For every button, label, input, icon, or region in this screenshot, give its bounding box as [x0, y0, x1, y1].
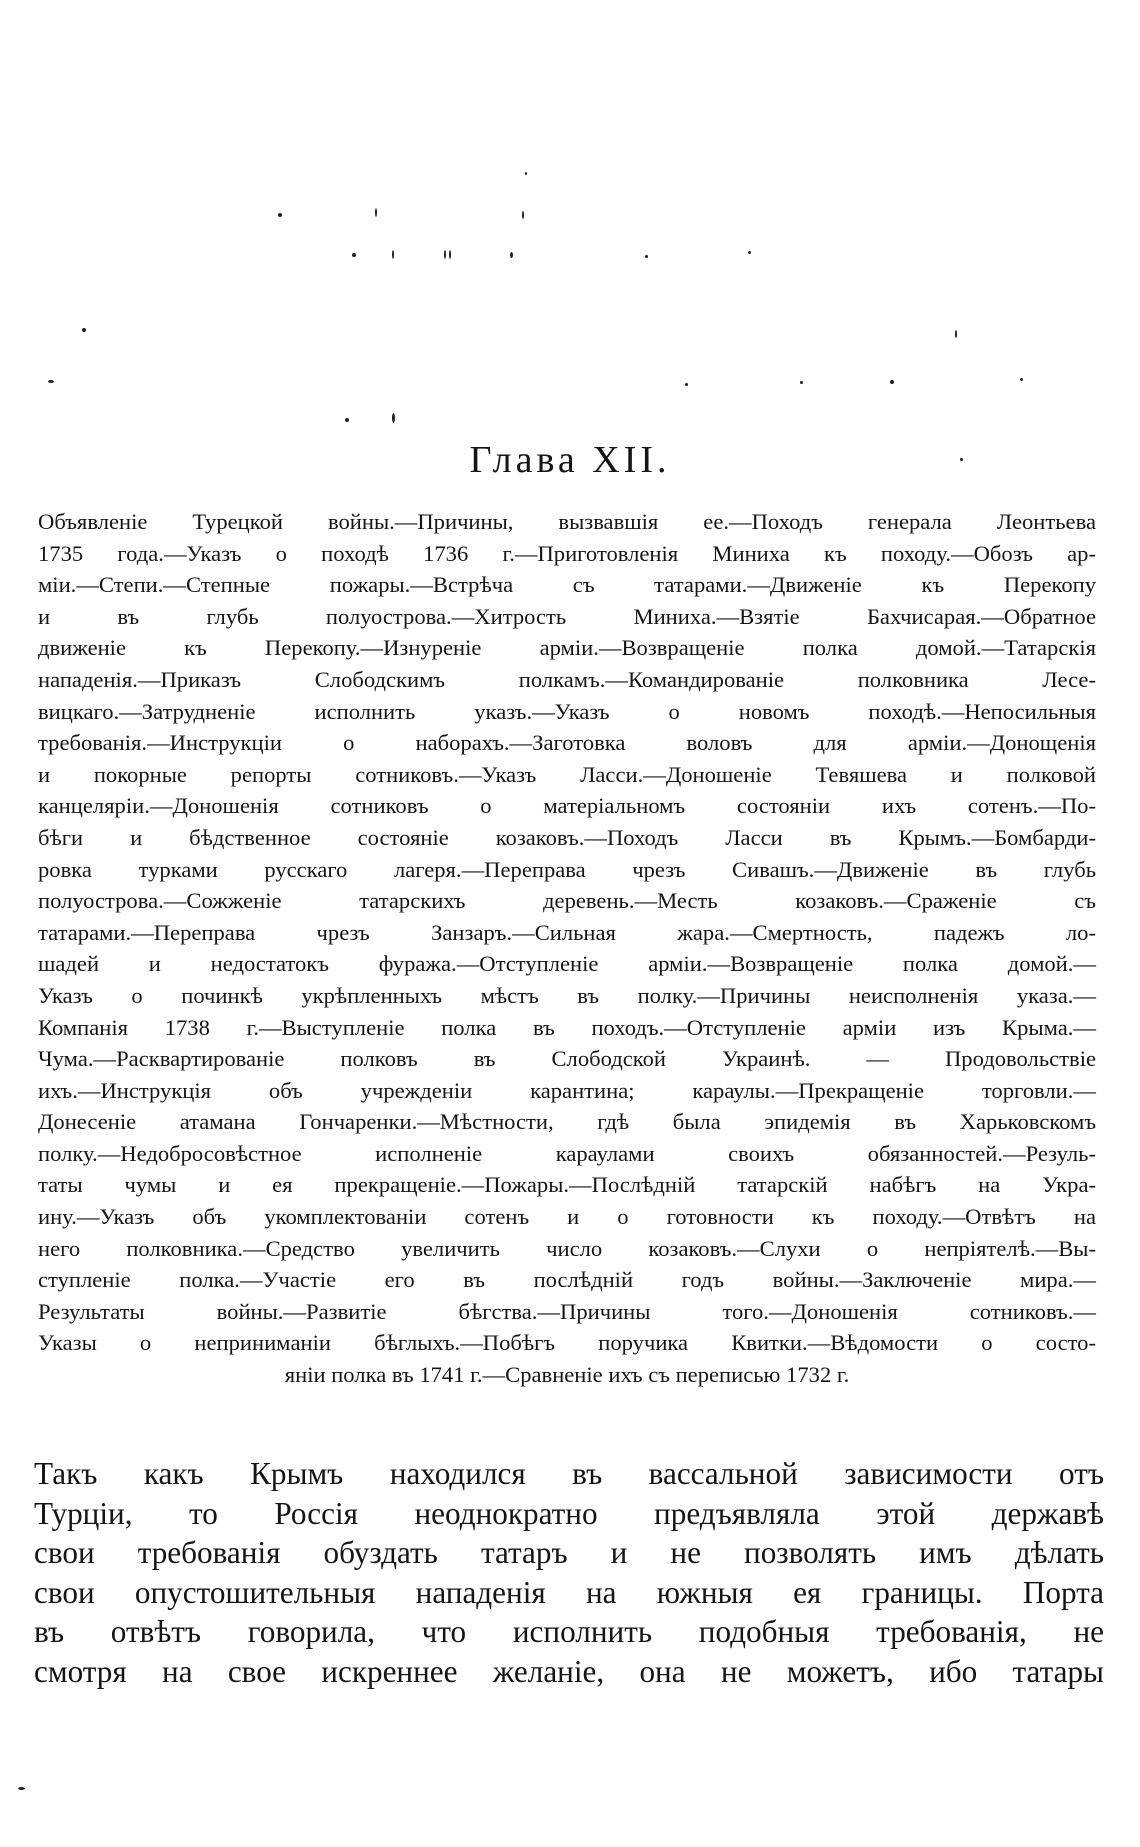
summary-line: нападенія.—Приказъ Слободскимъ полкамъ.—Командированіе полковника Лесе- [38, 666, 1096, 692]
scan-speck [18, 1787, 25, 1790]
summary-line: шадей и недостатокъ фуража.—Отступленіе арміи.—Возвращеніе полка домой.— [38, 951, 1096, 977]
summary-line: таты чумы и ея прекращеніе.—Пожары.—Послѣдній татарскій набѣгъ на Укра- [38, 1172, 1096, 1198]
summary-line: Объявленіе Турецкой войны.—Причины, вызвавшія ее.—Походъ генерала Леонтьева [38, 509, 1096, 534]
summary-line: Указъ о починкѣ укрѣпленныхъ мѣстъ въ полку.—Причины неисполненія указа.— [38, 982, 1096, 1008]
scan-speck [890, 380, 894, 384]
scan-speck [525, 172, 527, 175]
scan-specks [0, 0, 1140, 460]
scan-speck [345, 418, 349, 422]
scan-speck [449, 250, 451, 259]
summary-line: движеніе къ Перекопу.—Изнуреніе арміи.—Возвращеніе полка домой.—Татарскія [38, 635, 1096, 661]
body-line: Такъ какъ Крымъ находился въ вассальной зависимости отъ [34, 1456, 1104, 1491]
summary-line: канцеляріи.—Доношенія сотниковъ о матеріальномъ состояніи ихъ сотенъ.—По- [38, 793, 1096, 819]
summary-line: и въ глубь полуострова.—Хитрость Миниха.—Взятіе Бахчисарая.—Обратное [38, 603, 1096, 629]
summary-line: татарами.—Переправа чрезъ Занзаръ.—Сильная жара.—Смертность, падежъ ло- [38, 919, 1096, 945]
chapter-summary [38, 506, 1096, 1391]
summary-line: 1735 года.—Указъ о походѣ 1736 г.—Приготовленія Миниха къ походу.—Обозъ ар- [38, 540, 1096, 566]
summary-line: ину.—Указъ объ укомплектованіи сотенъ и о готовности къ походу.—Отвѣтъ на [38, 1204, 1096, 1230]
summary-line: міи.—Степи.—Степные пожары.—Встрѣча съ татарами.—Движеніе къ Перекопу [38, 572, 1096, 598]
summary-line: Донесеніе атамана Гончаренки.—Мѣстности, гдѣ была эпидемія въ Харьковскомъ [38, 1109, 1096, 1135]
body-line: свои требованія обуздать татаръ и не позволять имъ дѣлать [34, 1535, 1104, 1570]
summary-line: яніи полка въ 1741 г.—Сравненіе ихъ съ переписью 1732 г. [284, 1362, 850, 1388]
scan-speck [48, 380, 54, 383]
scan-speck [510, 252, 513, 258]
summary-line: Результаты войны.—Развитіе бѣгства.—Причины того.—Доношенія сотниковъ.— [38, 1298, 1096, 1324]
scan-speck [278, 213, 282, 217]
summary-line: Указы о непринимaніи бѣглыхъ.—Побѣгъ поручика Квитки.—Вѣдомости о состо- [38, 1330, 1096, 1356]
summary-line: него полковника.—Средство увеличить число козаковъ.—Слухи о непріятелѣ.—Вы- [38, 1235, 1096, 1261]
summary-line: Компанія 1738 г.—Выступленіе полка въ походъ.—Отступленіе арміи изъ Крыма.— [38, 1014, 1096, 1040]
summary-line: Чума.—Расквартированіе полковъ въ Слободской Украинѣ. — Продовольствіе [38, 1046, 1096, 1072]
body-line: въ отвѣтъ говорила, что исполнить подобныя требованія, не [34, 1614, 1104, 1649]
scan-speck [748, 251, 751, 254]
summary-line: полку.—Недобросовѣстное исполненіе караулами своихъ обязанностей.—Резуль- [38, 1140, 1096, 1166]
summary-line: полуострова.—Сожженіе татарскихъ деревень.—Месть козаковъ.—Сраженіе съ [38, 888, 1096, 914]
summary-line: бѣги и бѣдственное состояніе козаковъ.—Походъ Ласси въ Крымъ.—Бомбарди- [38, 824, 1096, 850]
scan-speck [522, 211, 524, 219]
scan-speck [955, 330, 957, 338]
scan-speck [82, 328, 86, 332]
summary-line: ступленіе полка.—Участіе его въ послѣдній годъ войны.—Заключеніе мира.— [38, 1267, 1096, 1293]
scan-speck [685, 383, 688, 386]
body-line: смотря на свое искреннее желаніе, она не можетъ, ибо татары [34, 1653, 1104, 1689]
summary-line: вицкаго.—Затрудненіе исполнить указъ.—Указъ о новомъ походѣ.—Непосильныя [38, 698, 1096, 724]
scan-speck [352, 253, 356, 257]
body-line: Турціи, то Россія неоднократно предъявляла этой державѣ [34, 1495, 1104, 1531]
scan-speck [800, 381, 803, 384]
scan-speck [392, 250, 394, 259]
summary-line: и покорные репорты сотниковъ.—Указъ Ласси.—Доношеніе Тевяшева и полковой [38, 761, 1096, 787]
summary-line: ровка турками русскаго лагеря.—Переправа чрезъ Сивашъ.—Движеніе въ глубь [38, 856, 1096, 882]
scan-speck [392, 413, 395, 423]
chapter-title: Глава XII. [469, 439, 671, 481]
scan-speck [375, 208, 377, 217]
body-paragraph [34, 1454, 1104, 1691]
summary-line: ихъ.—Инструкція объ учрежденіи карантина; караулы.—Прекращеніе торговли.— [38, 1077, 1096, 1103]
body-line: свои опустошительныя нападенія на южныя ея границы. Порта [34, 1574, 1104, 1610]
scan-speck [444, 250, 446, 259]
summary-line: требованія.—Инструкціи о наборахъ.—Заготовка воловъ для арміи.—Донощенія [38, 730, 1096, 756]
scan-speck [1020, 378, 1023, 381]
scan-speck [645, 255, 648, 258]
